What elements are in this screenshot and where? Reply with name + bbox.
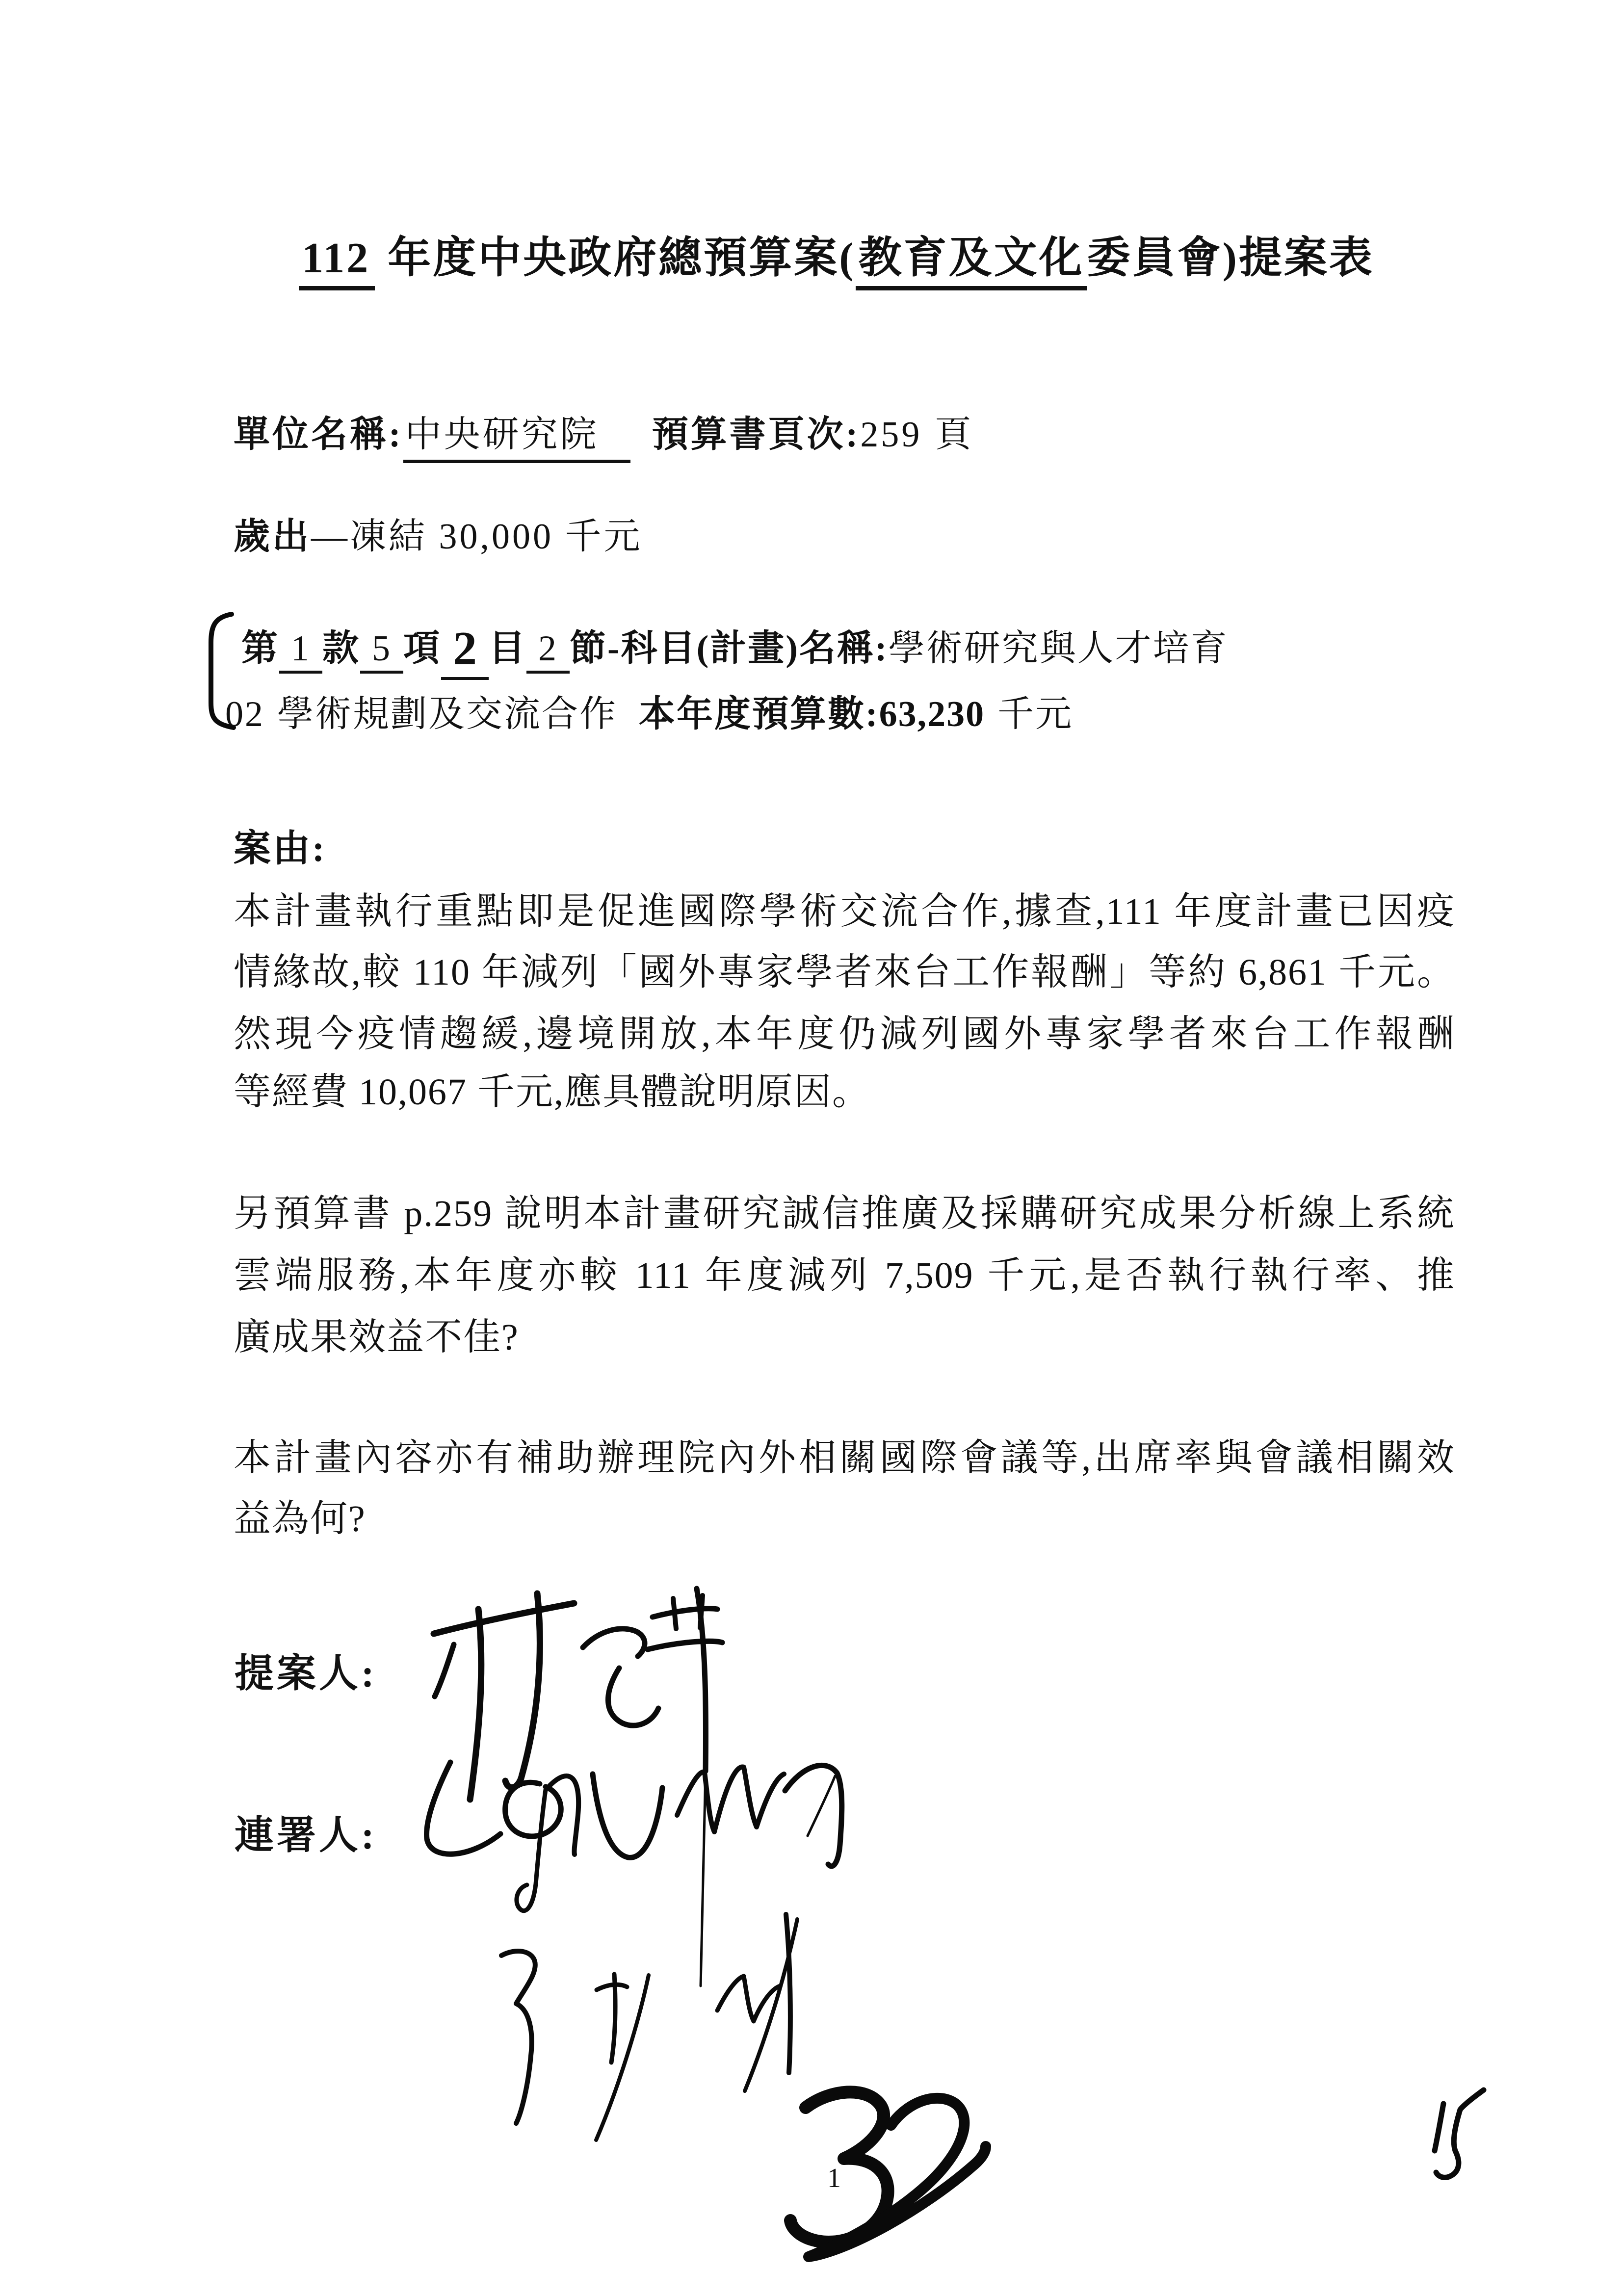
unit-name-value: 中央研究院 (403, 415, 630, 463)
case-paragraph1-line3: 然現今疫情趨緩,邊境開放,本年度仍減列國外專家學者來台工作報酬 (234, 1014, 1455, 1055)
title-committee-underlined: 教育及文化 (856, 235, 1087, 290)
title-end: 委員會)提案表 (1087, 235, 1374, 282)
page-title (147, 223, 1526, 285)
unit-name-line (234, 405, 973, 457)
subject-seg3: 項 (403, 628, 441, 669)
subject-seg1: 第 (241, 628, 279, 669)
budget-page-value: 259 (860, 415, 922, 455)
case-paragraph2-line2: 雲端服務,本年度亦較 111 年度減列 7,509 千元,是否執行執行率、推 (234, 1255, 1455, 1296)
printed-page-number: 1 (827, 2163, 841, 2193)
case-paragraph2-line3: 廣成果效益不佳? (234, 1317, 519, 1358)
subject-num-xiang: 5 (360, 628, 403, 674)
proposer-label: 提案人: (235, 1652, 377, 1696)
handwritten-number-15 (1435, 2090, 1484, 2177)
case-paragraph3-line2: 益為何? (234, 1498, 366, 1539)
budget-amount-label: 本年度預算數: (639, 694, 879, 734)
case-paragraph1-line2: 情緣故,較 110 年減列「國外專家學者來台工作報酬」等約 6,861 千元。 (234, 952, 1455, 993)
subject-value: 學術研究與人才培育 (888, 628, 1229, 669)
subject-line (241, 619, 1229, 676)
handwritten-number-32 (790, 2092, 986, 2257)
unit-name-label: 單位名稱: (234, 415, 403, 455)
expenditure-line (234, 507, 643, 559)
expenditure-rest: —凍結 30,000 千元 (311, 517, 643, 557)
subject-seg4: 目 (489, 628, 526, 669)
subject-seg2: 款 (322, 628, 360, 669)
subject-num-jie: 2 (526, 628, 570, 674)
case-paragraph1-line1: 本計畫執行重點即是促進國際學術交流合作,據查,111 年度計畫已因疫 (234, 891, 1455, 932)
expenditure-label: 歲出 (234, 517, 311, 557)
subject-seg5: 節-科目(計畫)名稱: (570, 628, 889, 669)
cosigner-signature-row2 (501, 1914, 797, 2140)
budget-page-label: 預算書頁次: (652, 415, 861, 455)
budget-amount-suffix: 千元 (997, 694, 1074, 734)
plan-name: 學術規劃及交流合作 (277, 694, 617, 734)
cosigner-label: 連署人: (235, 1814, 377, 1857)
case-paragraph2-line1: 另預算書 p.259 說明本計畫研究誠信推廣及採購研究成果分析線上系統 (234, 1193, 1455, 1234)
subject-num-kuan: 1 (279, 628, 322, 674)
plan-line (225, 685, 1073, 737)
subject-num-mu-handwritten: 2 (441, 622, 489, 680)
proposer-signature (434, 1589, 722, 1986)
case-paragraph1-line4: 等經費 10,067 千元,應具體說明原因。 (234, 1071, 870, 1113)
case-paragraph3-line1: 本計畫內容亦有補助辦理院內外相關國際會議等,出席率與會議相關效 (234, 1437, 1455, 1479)
cosigner-signature-row1 (427, 1762, 842, 1911)
title-mid: 年度中央政府總預算案( (375, 235, 856, 282)
plan-code: 02 (225, 694, 264, 734)
budget-page-suffix: 頁 (935, 415, 974, 455)
case-label: 案由: (234, 828, 327, 869)
budget-amount-value: 63,230 (879, 694, 985, 734)
title-year-underlined: 112 (299, 235, 375, 290)
